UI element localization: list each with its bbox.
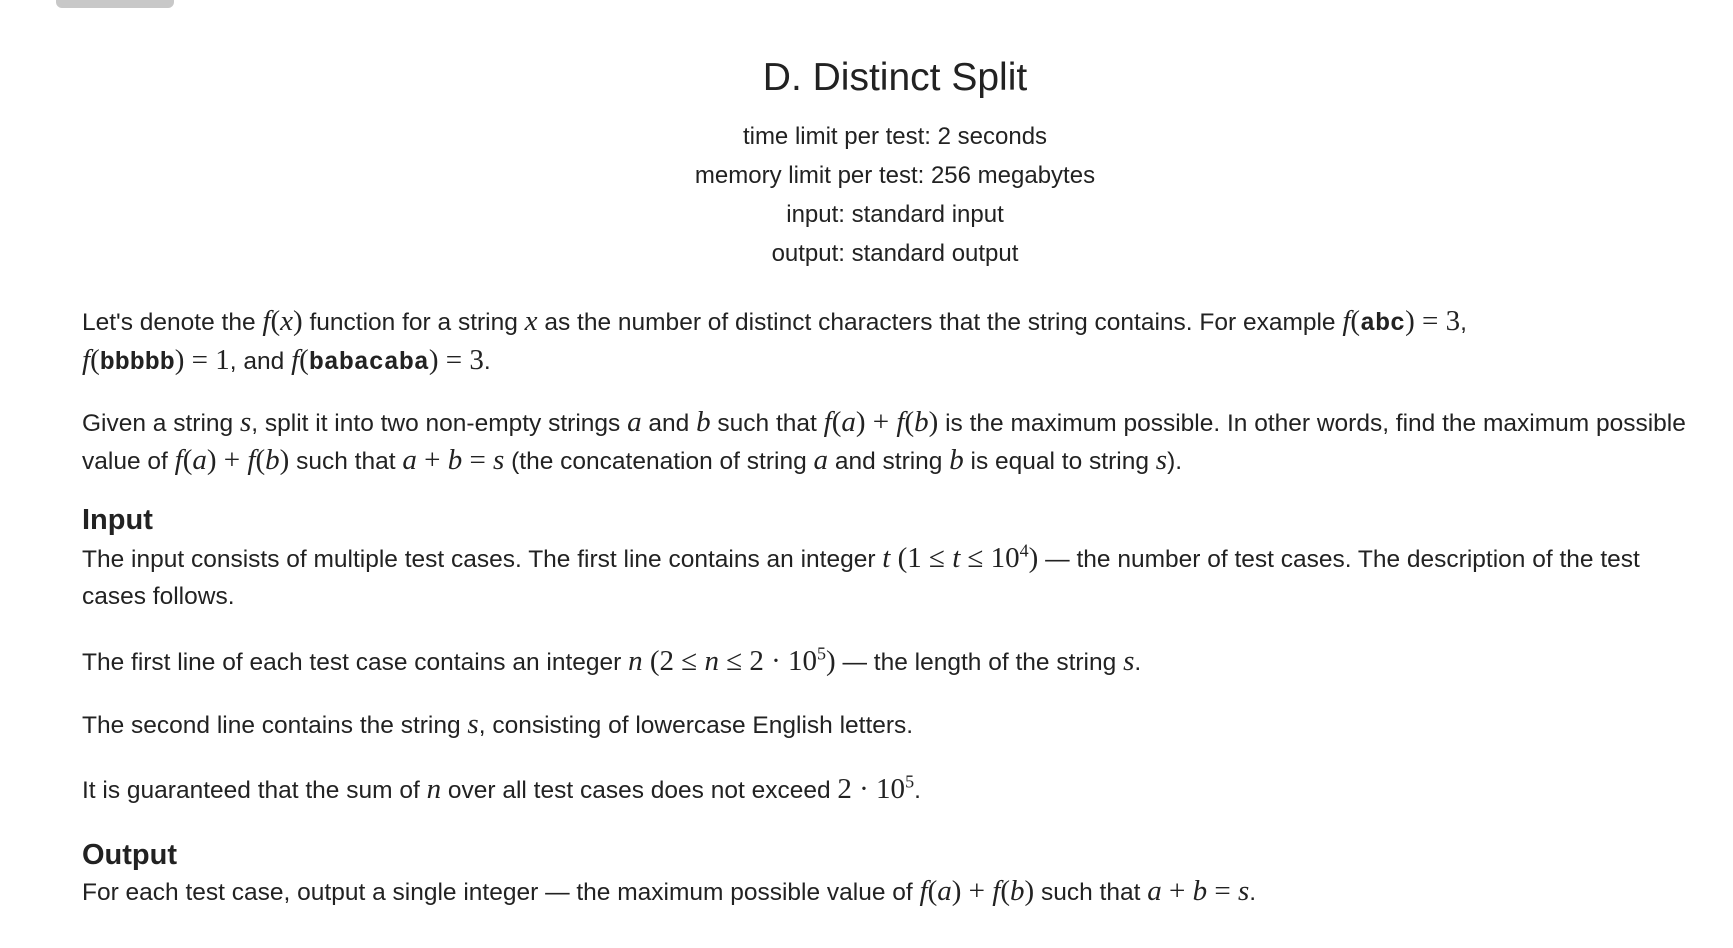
input-heading: Input bbox=[82, 504, 153, 536]
input-paragraph-4: It is guaranteed that the sum of n over all test cases does not exceed $2 \cdot 10^5$. bbox=[82, 771, 921, 805]
input-paragraph-2: The first line of each test case contains an integer n $(2 \le n \le 2 \cdot 10^5)$ — the length of the string s. bbox=[82, 643, 1142, 677]
output-file: output: standard output bbox=[771, 240, 1019, 267]
input-paragraph-3: The second line contains the string s, consisting of lowercase English letters. bbox=[82, 708, 914, 740]
statement-paragraph-1: Let's denote the f(x) function for a string x as the number of distinct characters that the string contains. For example f(abc) = 3, f(bbbbb) = 1, and f(babacaba) = 3. bbox=[82, 305, 1467, 377]
input-file: input: standard input bbox=[786, 201, 1004, 228]
input-paragraph-1: The input consists of multiple test cases. The first line contains an integer t $(1 \le t \le 10^4)$ — the number of test cases. The description of the test cases follows. bbox=[82, 540, 1640, 610]
output-heading: Output bbox=[82, 839, 178, 871]
time-limit: time limit per test: 2 seconds bbox=[742, 123, 1048, 150]
memory-limit: memory limit per test: 256 megabytes bbox=[694, 162, 1096, 189]
statement-paragraph-2: Given a string s, split it into two non-empty strings a and b such that f(a) + f(b) is the maximum possible. In other words, find the maximum possible value of f(a) + f(b) such that a + b = s (the concatenation of string a and string b is equal to string s). bbox=[82, 406, 1686, 476]
top-tab[interactable] bbox=[56, 0, 174, 8]
output-paragraph-1: For each test case, output a single integer — the maximum possible value of f(a) + f(b) such that a + b = s. bbox=[82, 875, 1257, 907]
problem-title: D. Distinct Split bbox=[762, 56, 1028, 99]
